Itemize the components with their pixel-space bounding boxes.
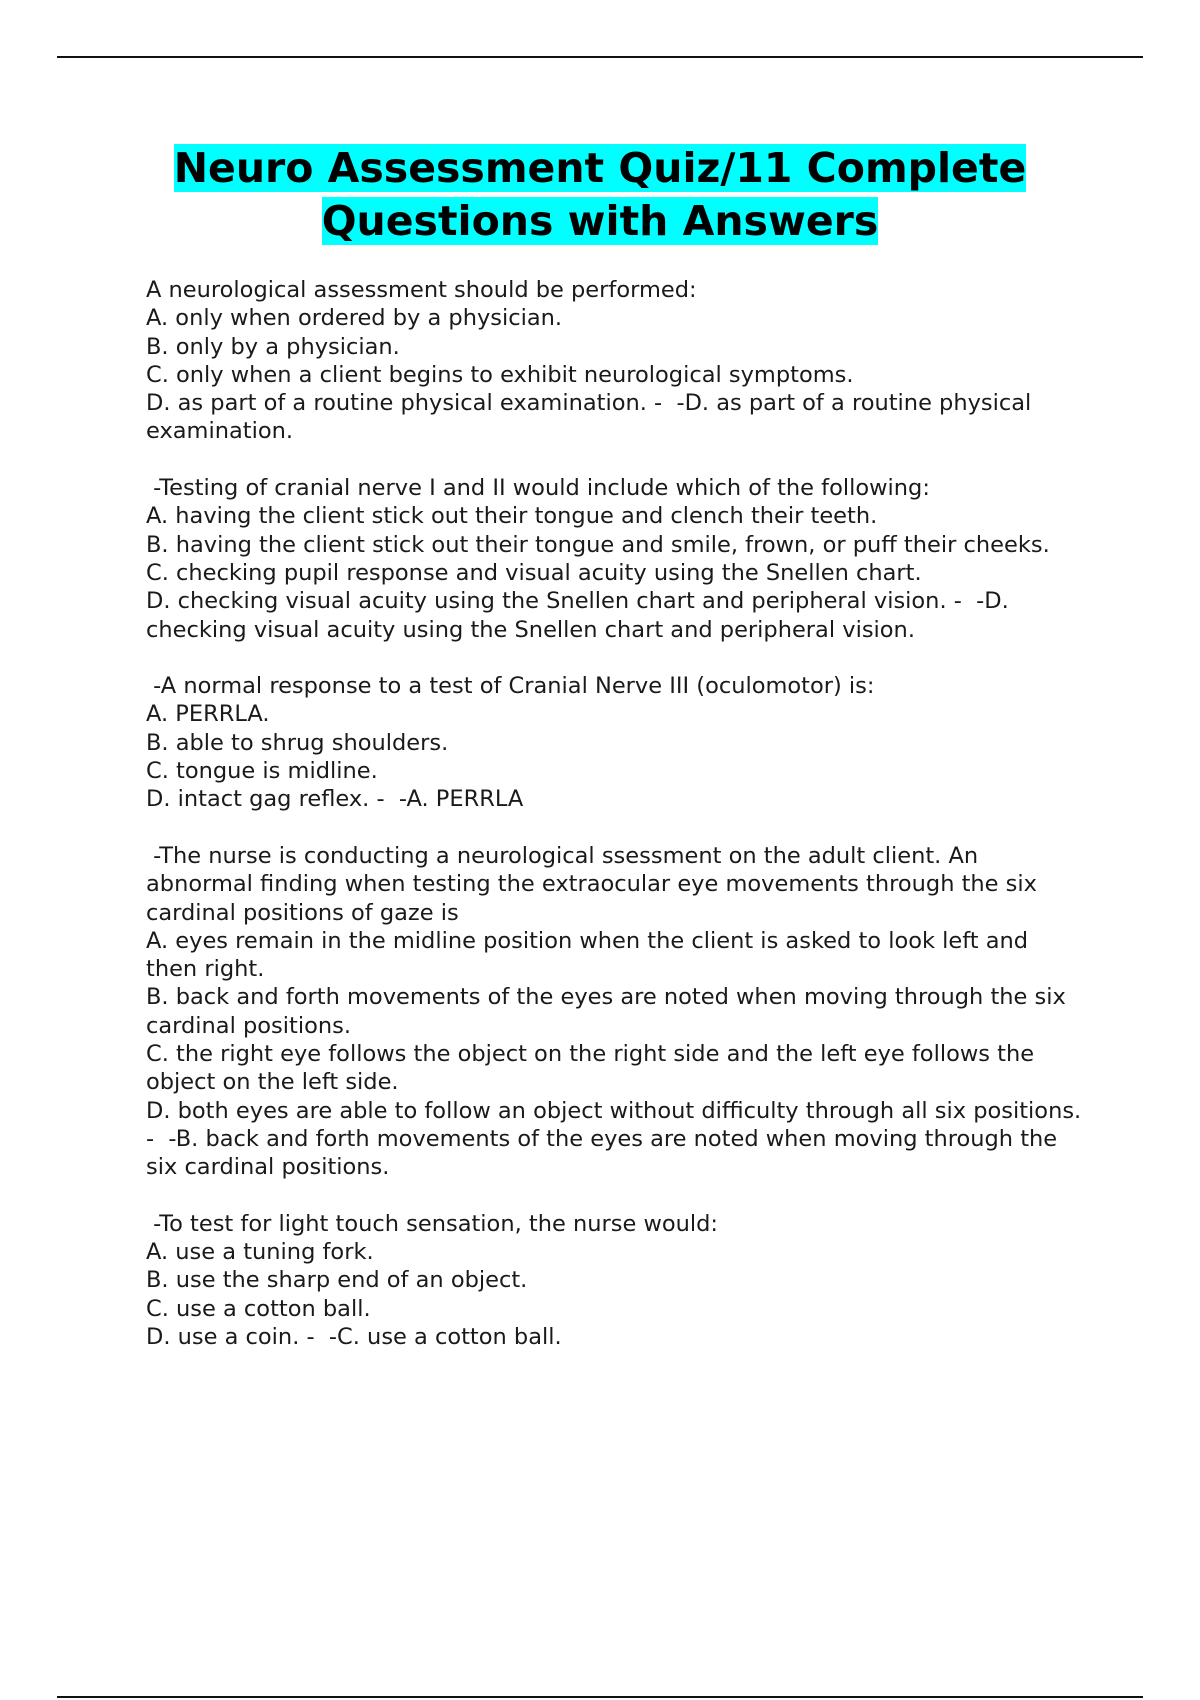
question-3-option-b: B. able to shrug shoulders. <box>146 729 449 756</box>
title-line-2: Questions with Answers <box>321 197 879 245</box>
question-1 <box>146 276 1086 446</box>
question-2-option-a: A. having the client stick out their tongue and clench their teeth. <box>146 503 878 530</box>
question-4-prompt: -The nurse is conducting a neurological ssessment on the adult client. An abnormal finding when testing the extraocular eye movements through the six cardinal positions of gaze is <box>146 842 1045 926</box>
question-5-option-b: B. use the sharp end of an object. <box>146 1267 528 1294</box>
question-1-option-d-answer: D. as part of a routine physical examination. - -D. as part of a routine physical examination. <box>146 390 1039 445</box>
question-5-option-a: A. use a tuning fork. <box>146 1239 374 1266</box>
question-4-option-c: C. the right eye follows the object on the right side and the left eye follows the object on the left side. <box>146 1041 1042 1096</box>
question-3-option-d-answer: D. intact gag reflex. - -A. PERRLA <box>146 786 524 813</box>
question-4-option-d-answer: D. both eyes are able to follow an object without difficulty through all six positions. - -B. back and forth movements of the eyes are noted when moving through the six cardinal positions. <box>146 1097 1089 1181</box>
question-2-option-d-answer: D. checking visual acuity using the Snellen chart and peripheral vision. - -D. checking visual acuity using the Snellen chart and peripheral vision. <box>146 588 1016 643</box>
question-4 <box>146 842 1089 1182</box>
question-3-option-a: A. PERRLA. <box>146 701 270 728</box>
question-5-option-d-answer: D. use a coin. - -C. use a cotton ball. <box>146 1323 562 1350</box>
title-line-1: Neuro Assessment Quiz/11 Complete <box>173 144 1027 192</box>
question-4-option-a: A. eyes remain in the midline position when the client is asked to look left and then right. <box>146 927 1036 983</box>
question-1-option-a: A. only when ordered by a physician. <box>146 305 563 332</box>
question-3-prompt: -A normal response to a test of Cranial Nerve III (oculomotor) is: <box>146 673 875 700</box>
question-5-option-c: C. use a cotton ball. <box>146 1295 371 1322</box>
question-5 <box>146 1210 1086 1351</box>
document-title <box>60 142 1140 248</box>
top-rule <box>57 56 1143 58</box>
question-3 <box>146 672 1086 813</box>
bottom-rule <box>57 1696 1143 1698</box>
question-4-option-b: B. back and forth movements of the eyes are noted when moving through the six cardinal positions. <box>146 984 1073 1039</box>
question-5-prompt: -To test for light touch sensation, the nurse would: <box>146 1210 718 1237</box>
question-list <box>146 276 1089 1380</box>
question-2-option-c: C. checking pupil response and visual acuity using the Snellen chart. <box>146 559 922 586</box>
question-2-prompt: -Testing of cranial nerve I and II would include which of the following: <box>146 475 930 502</box>
question-1-prompt: A neurological assessment should be performed: <box>146 277 697 303</box>
question-2-option-b: B. having the client stick out their tongue and smile, frown, or puff their cheeks. <box>146 531 1050 558</box>
question-1-option-b: B. only by a physician. <box>146 333 400 360</box>
question-2 <box>146 474 1086 644</box>
question-3-option-c: C. tongue is midline. <box>146 758 378 785</box>
question-1-option-c: C. only when a client begins to exhibit neurological symptoms. <box>146 361 854 388</box>
